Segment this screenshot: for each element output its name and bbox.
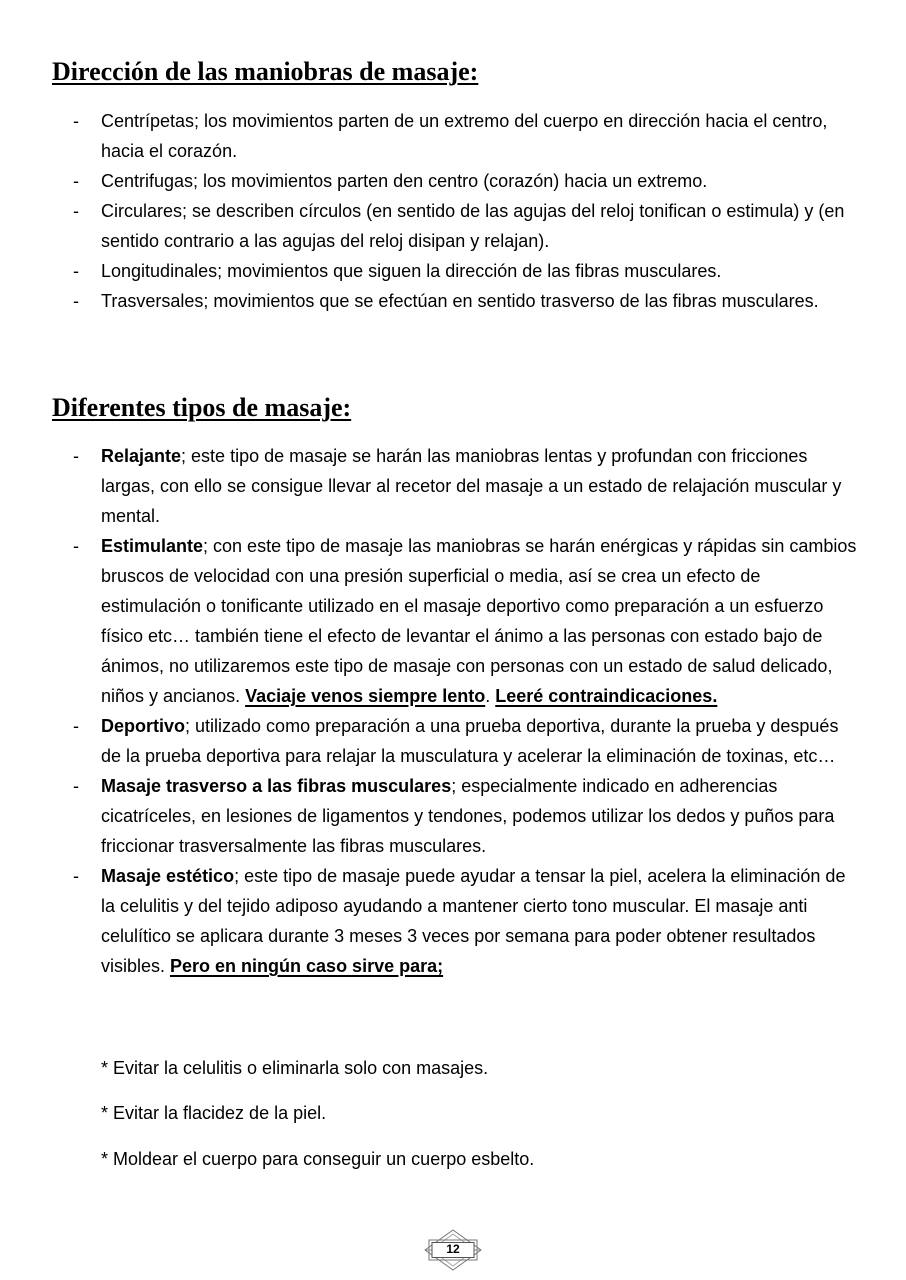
list-item-relajante	[0, 441, 859, 531]
note-vaciaje: Vaciaje venos siempre lento	[245, 686, 486, 706]
page-number-badge	[422, 1228, 484, 1272]
description-estimulante: ; con este tipo de masaje las maniobras se harán enérgicas y rápidas sin cambios bruscos de velocidad con una presión superficial o media, así se crea un efecto de estimulación o tonificante utilizado en el masaje deportivo como preparación a un esfuerzo físico etc… también tiene el efecto de levantar el ánimo a las personas con estado bajo de ánimos, no utilizaremos este tipo de masaje con personas con un estado de salud delicado, niños y ancianos.	[101, 536, 857, 706]
list-item: - Trasversales; movimientos que se efectúan en sentido trasverso de las fibras musculares.	[0, 286, 859, 316]
term-deportivo: Deportivo	[101, 716, 186, 736]
term-trasverso: Masaje trasverso a las fibras musculares	[101, 776, 452, 796]
term-estetico: Masaje estético	[101, 866, 235, 886]
note-contraindicaciones: Leeré contraindicaciones.	[495, 686, 718, 706]
heading-massage-types: Diferentes tipos de masaje:	[52, 393, 352, 422]
list-item-estimulante	[0, 531, 859, 711]
list-item: - Centrifugas; los movimientos parten den centro (corazón) hacia un extremo.	[0, 166, 859, 196]
list-item-trasverso	[0, 771, 859, 861]
directions-list	[0, 106, 906, 316]
description-deportivo: ; utilizado como preparación a una prueba deportiva, durante la prueba y después de la prueba deportiva para relajar la musculatura y acelerar la eliminación de toxinas, etc…	[101, 716, 839, 766]
note-pero-en-ningun-caso: Pero en ningún caso sirve para;	[170, 956, 444, 976]
term-estimulante: Estimulante	[101, 536, 204, 556]
description-trasverso: ; especialmente indicado en adherencias cicatríceles, en lesiones de ligamentos y tendones, podemos utilizar los dedos y puños para friccionar trasversalmente las fibras musculares.	[101, 776, 835, 856]
list-item: - Centrípetas; los movimientos parten de un extremo del cuerpo en dirección hacia el centro, hacia el corazón.	[0, 106, 859, 166]
list-item: - Longitudinales; movimientos que siguen la dirección de las fibras musculares.	[0, 256, 859, 286]
massage-types-list	[0, 441, 906, 981]
list-item-estetico	[0, 861, 859, 981]
note-item: * Evitar la flacidez de la piel.	[101, 1103, 327, 1123]
note-item: * Moldear el cuerpo para conseguir un cuerpo esbelto.	[101, 1149, 535, 1169]
description-estetico: ; este tipo de masaje puede ayudar a tensar la piel, acelera la eliminación de la celulitis y del tejido adiposo ayudando a mantener cierto tono muscular. El masaje anti celulítico se aplicara durante 3 meses 3 veces por semana para poder obtener resultados visibles.	[101, 866, 846, 976]
page-number: 12	[446, 1242, 460, 1256]
description-relajante: ; este tipo de masaje se harán las maniobras lentas y profundan con fricciones largas, con ello se consigue llevar al recetor del masaje a un estado de relajación muscular y mental.	[101, 446, 842, 526]
list-item: - Circulares; se describen círculos (en sentido de las agujas del reloj tonifican o estimula) y (en sentido contrario a las agujas del reloj disipan y relajan).	[0, 196, 859, 256]
separator: .	[485, 686, 496, 706]
heading-massage-directions: Dirección de las maniobras de masaje:	[52, 57, 479, 86]
note-item: * Evitar la celulitis o eliminarla solo con masajes.	[101, 1058, 489, 1078]
term-relajante: Relajante	[101, 446, 182, 466]
list-item-deportivo	[0, 711, 859, 771]
